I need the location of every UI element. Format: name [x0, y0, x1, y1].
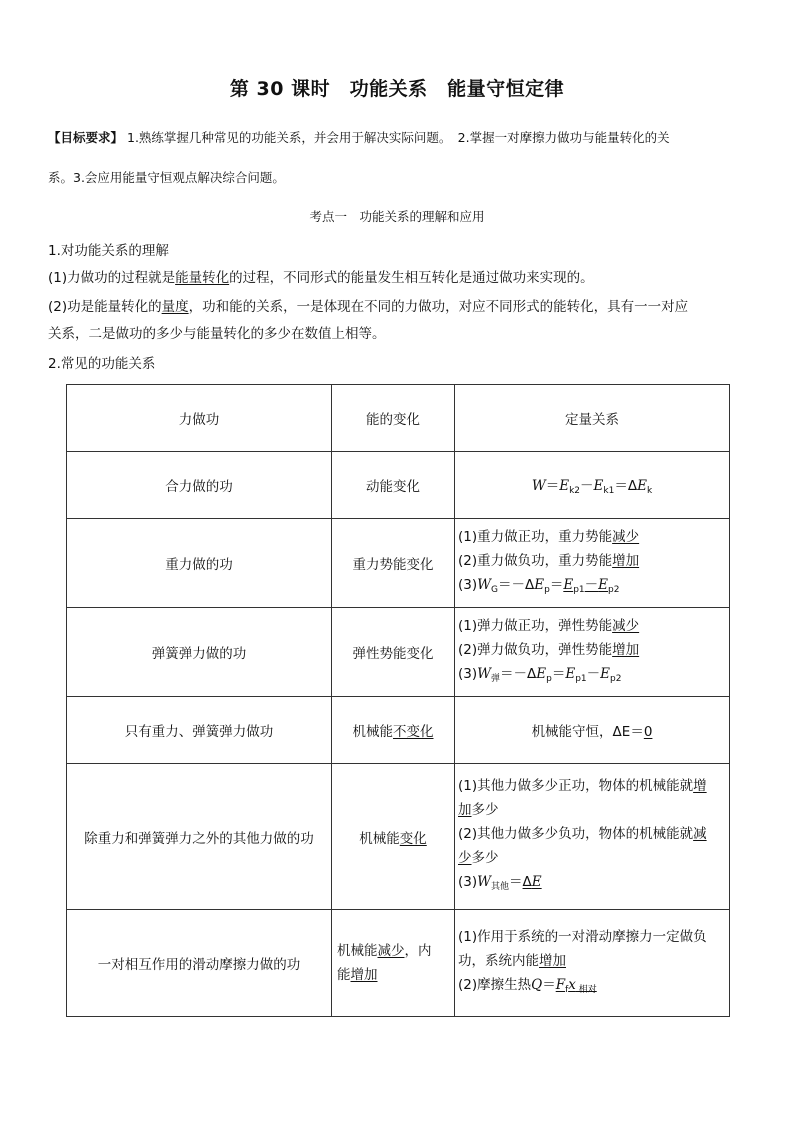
formula-gravity: $(3)W_G=-\Delta E_p=E_{p1}-E_{p2}$ [458, 576, 620, 595]
table-row: 弹簧弹力做的功 弹性势能变化 (1)弹力做正功，弹性势能减少 (2)弹力做负功，弹性势能增加 $(3)W_弹=-\Delta E_p=E_{p1}-E_{p2}$ [67, 608, 730, 697]
header-relation: 定量关系 [455, 385, 730, 452]
table-row: 只有重力、弹簧弹力做功 机械能不变化 机械能守恒，ΔE＝0 [67, 697, 730, 764]
paragraph-2-cont: 关系，二是做功的多少与能量转化的多少在数值上相等。 [48, 326, 386, 342]
table-header-row [67, 385, 730, 452]
section-title: 考点一 功能关系的理解和应用 [309, 209, 485, 224]
paragraph-2: (2)功是能量转化的量度，功和能的关系，一是体现在不同的力做功，对应不同形式的能转化，具有一一对应 [48, 299, 689, 315]
formula-spring: $(3)W_弹=-\Delta E_p=E_{p1}-E_{p2}$ [458, 665, 622, 684]
table-row: 一对相互作用的滑动摩擦力做的功 机械能减少，内 能增加 (1)作用于系统的一对滑动摩擦力一定做负 功，系统内能增加 (2)摩擦生热$Q=F_fx$ $_{相对}$ [67, 910, 730, 1017]
formula-other-forces: $(3)W_{其他}=\Delta E$ [458, 874, 542, 892]
header-force: 力做功 [67, 385, 332, 452]
requirements-label: 【目标要求】 [48, 130, 124, 145]
table-row: 合力做的功 动能变化 $W=E_{k2}-E_{k1}=\Delta E_k$ [67, 452, 730, 519]
heading-1: 1.对功能关系的理解 [48, 243, 169, 259]
table-row: 重力做的功 重力势能变化 (1)重力做正功，重力势能减少 (2)重力做负功，重力势能增加 $(3)W_G=-\Delta E_p=E_{p1}-E_{p2}$ [67, 519, 730, 608]
table-row: 除重力和弹簧弹力之外的其他力做的功 机械能变化 (1)其他力做多少正功，物体的机械能就增 加多少 (2)其他力做多少负功，物体的机械能就减 少多少 $(3)W_{其他}=\Delta E$ [67, 764, 730, 910]
heading-2: 2.常见的功能关系 [48, 356, 156, 372]
function-energy-table [66, 384, 730, 1017]
page-title: 第 30 课时 功能关系 能量守恒定律 [229, 78, 565, 100]
formula-work-kinetic: $W=E_{k2}-E_{k1}=\Delta E_k$ [455, 452, 730, 519]
formula-friction-heat: (2)摩擦生热$Q=F_fx$ $_{相对}$ [458, 976, 597, 995]
requirements-line-1: 【目标要求】 1.熟练掌握几种常见的功能关系，并会用于解决实际问题。 2.掌握一对摩擦力做功与能量转化的关 [48, 130, 670, 145]
header-change: 能的变化 [332, 385, 455, 452]
paragraph-1: (1)力做功的过程就是能量转化的过程，不同形式的能量发生相互转化是通过做功来实现的。 [48, 270, 594, 286]
requirements-line-2: 系。3.会应用能量守恒观点解决综合问题。 [48, 170, 285, 185]
